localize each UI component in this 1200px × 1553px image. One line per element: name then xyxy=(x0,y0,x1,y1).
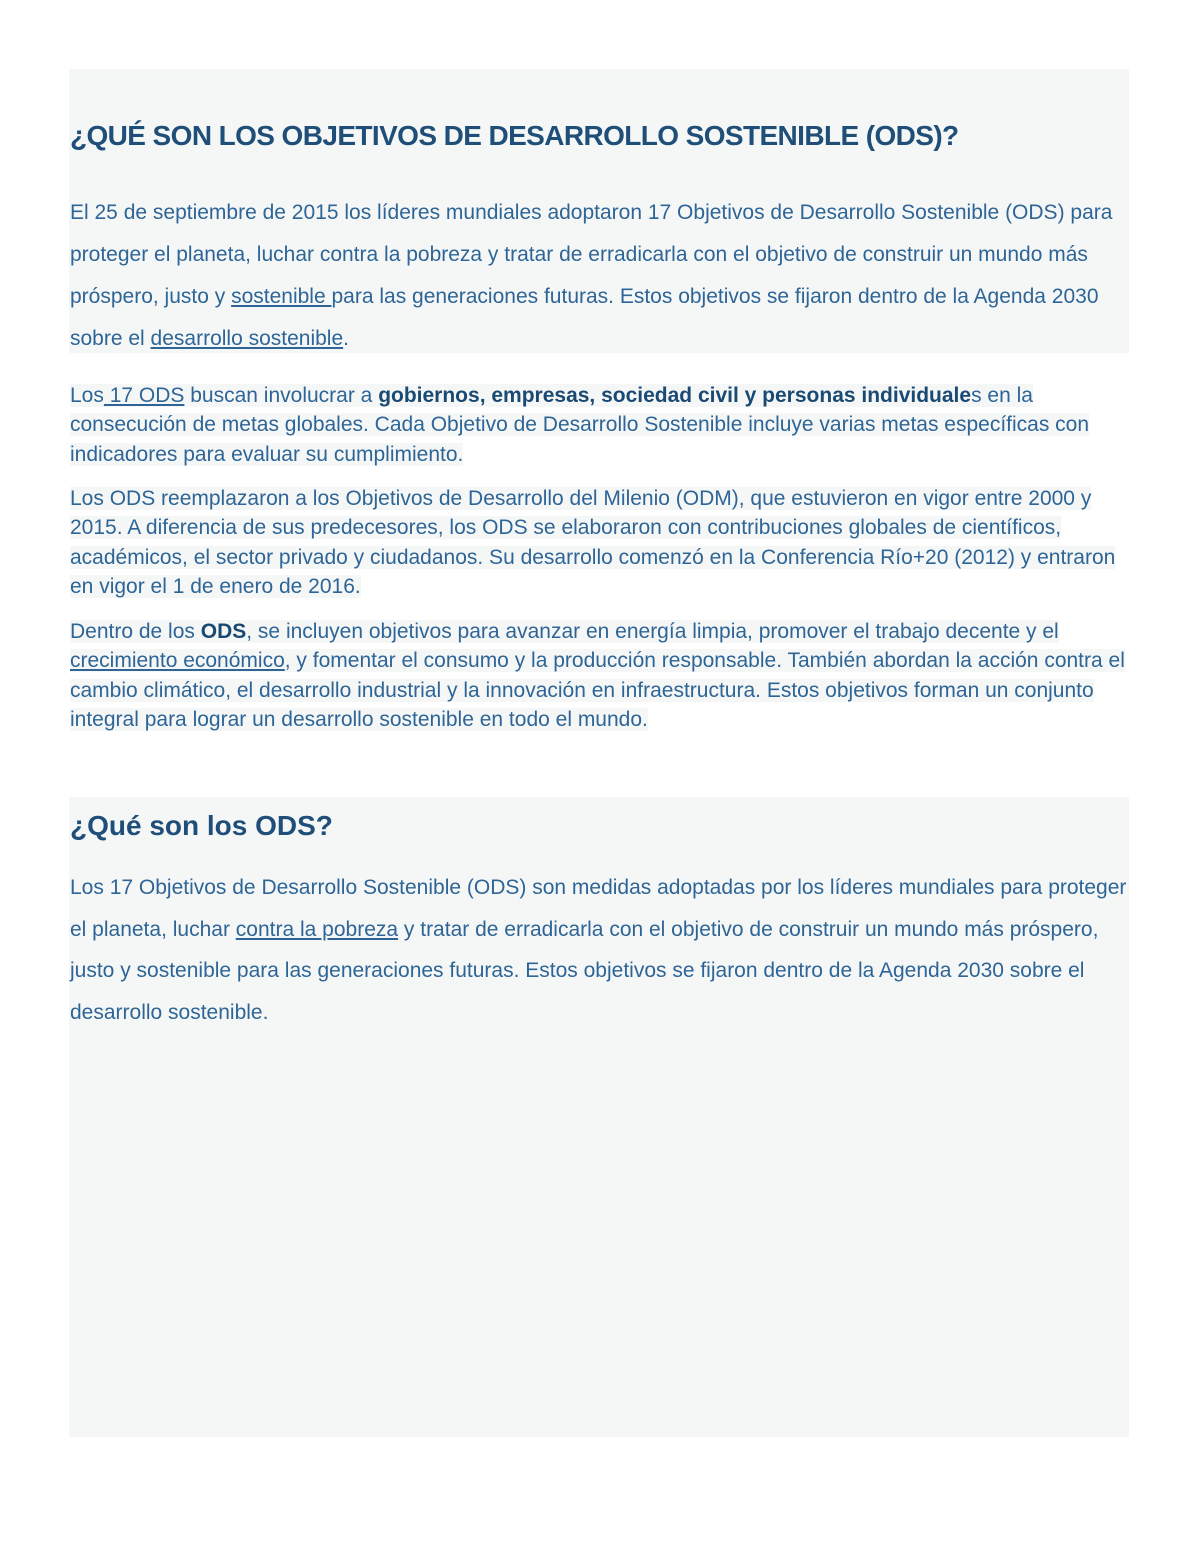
intro-text-1: El 25 de septiembre de 2015 los líderes mundiales adoptaron 17 Objetivos de Desarrollo Sostenible (ODS) para proteger el planeta, luchar contra la pobreza y tratar de erradicarla con el objetivo de construir un mundo más próspero, justo y xyxy=(70,201,1113,308)
p4-text-2: , se incluyen objetivos para avanzar en energía limpia, promover el trabajo decente y el xyxy=(246,620,1059,643)
desarrollo-sostenible-link[interactable]: desarrollo sostenible xyxy=(150,327,344,350)
s2-text-1: Los 17 Objetivos de Desarrollo Sostenible (ODS) son medidas adoptadas por los líderes mundiales para proteger el planeta, luchar xyxy=(70,876,1127,941)
section1-title: ¿QUÉ SON LOS OBJETIVOS DE DESARROLLO SOSTENIBLE (ODS)? xyxy=(70,120,959,151)
p2-text-1: Los xyxy=(70,384,104,407)
s2-text-2: y tratar de erradicarla con el objetivo de construir un mundo más próspero, justo y sostenible para las generaciones futuras. Estos objetivos se fijaron dentro de la Agenda 2030 sobre el desarrollo sostenible. xyxy=(70,917,1099,1024)
p2-text-2: buscan involucrar a xyxy=(184,384,379,407)
p2-bold-text: gobiernos, empresas, sociedad civil y personas individuale xyxy=(378,384,972,407)
section1-paragraph-2 xyxy=(70,381,1128,469)
17-ods-link[interactable]: 17 ODS xyxy=(103,384,185,407)
p4-bold-ods: ODS xyxy=(200,620,247,643)
intro-text-2: para las generaciones futuras. Estos objetivos se fijaron dentro de la Agenda 2030 sobre el xyxy=(70,285,1099,350)
intro-text-3: . xyxy=(343,327,349,350)
p4-text-3: , y fomentar el consumo y la producción responsable. También abordan la acción contra el cambio climático, el desarrollo industrial y la innovación en infraestructura. Estos objetivos forman un conjunto integral para lograr un desarrollo sostenible en todo el mundo. xyxy=(70,649,1125,731)
crecimiento-economico-link[interactable]: crecimiento económico xyxy=(70,649,285,673)
p2-text-3: s en la consecución de metas globales. Cada Objetivo de Desarrollo Sostenible incluye varias metas específicas con indicadores para evaluar su cumplimiento. xyxy=(70,384,1090,466)
section1-paragraph-4 xyxy=(70,617,1128,734)
section2-paragraph xyxy=(70,867,1128,1033)
section1-paragraph-3 xyxy=(70,484,1128,601)
section2-title: ¿Qué son los ODS? xyxy=(70,810,333,841)
sostenible-link[interactable]: sostenible xyxy=(231,285,332,308)
contra-la-pobreza-link[interactable]: contra la pobreza xyxy=(235,917,399,941)
p3-text: Los ODS reemplazaron a los Objetivos de Desarrollo del Milenio (ODM), que estuvieron en vigor entre 2000 y 2015. A diferencia de sus predecesores, los ODS se elaboraron con contribuciones globales de científicos, académicos, el sector privado y ciudadanos. Su desarrollo comenzó en la Conferencia Río+20 (2012) y entraron en vigor el 1 de enero de 2016. xyxy=(70,487,1116,598)
section1-intro-paragraph xyxy=(70,192,1128,360)
p4-text-1: Dentro de los xyxy=(70,620,201,643)
